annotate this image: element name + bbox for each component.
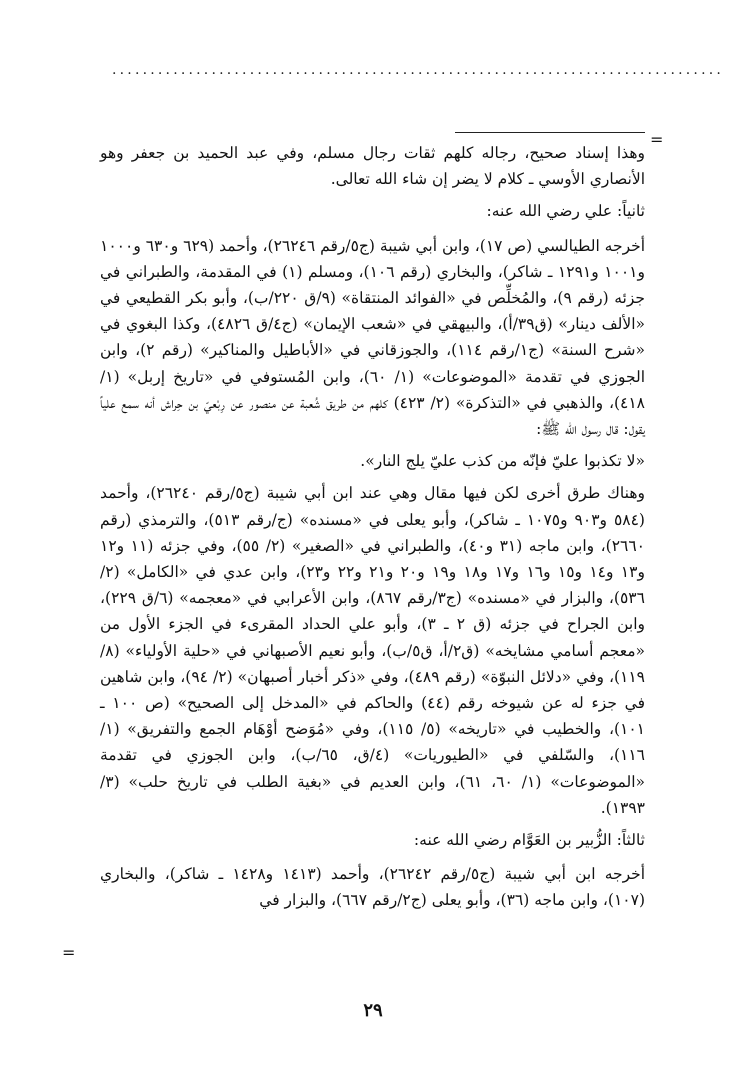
paragraph-zubayr-sources: أخرجه ابن أبي شيبة (ج٥/رقم ٢٦٢٤٢)، وأحمد (١٤١٣ و١٤٢٨ ـ شاكر)، والبخاري (١٠٧)، وابن ماجه (٣٦)، وأبو يعلى (ج٢/رقم ٦٦٧)، والبزار في bbox=[100, 865, 646, 910]
paragraph-ali-sources: أخرجه الطيالسي (ص ١٧)، وابن أبي شيبة (ج٥/رقم ٢٦٢٤٦)، وأحمد (٦٢٩ و٦٣٠ و١٠٠٠ و١٠٠١ و١٢٩١ ـ شاكر)، والبخاري (رقم ١٠٦)، ومسلم (١) في المقدمة، والطبراني في جزئه (رقم ٩)، والمُخلِّص في «الفوائد المنتقاة» (٩/ق ٢٢٠/ب)، وأبو بكر القطيعي في «الألف دينار» (ق٣٩/أ)، والبيهقي في «شعب الإيمان» (ج٤/ق ٤٨٢٦)، وكذا البغوي في «شرح السنة» (ج١/رقم ١١٤)، والجوزقاني في «الأباطيل والمناكير» (رقم ٢)، وابن الجوزي في تقدمة «الموضوعات» (١/ ٦٠)، وابن المُستوفي في «تاريخ إربل» (١/ ٤١٨)، والذهبي في «التذكرة» (٢/ ٤٢٣) كلهم من طريق شُعبة عن منصور عن رِبْعيّ بن حِراش أنه سمع علياً يقول: قال رسول الله ﷺ: bbox=[100, 236, 646, 439]
continuation-mark-bottom: = bbox=[62, 943, 76, 962]
paragraph-isnad-note: وهذا إسناد صحيح، رجاله كلهم ثقات رجال مسلم، وفي عبد الحميد بن جعفر وهو الأنصاري الأوسي ـ كلام لا يضر إن شاء الله تعالى. bbox=[100, 144, 645, 189]
paragraph-other-routes: وهناك طرق أخرى لكن فيها مقال وهي عند ابن أبي شيبة (ج٥/رقم ٢٦٢٤٠)، وأحمد (٥٨٤ و٩٠٣ و١٠٧٥ ـ شاكر)، وأبو يعلى في «مسنده» (ج/رقم ٥١٣)، والترمذي (رقم ٢٦٦٠)، وابن ماجه (٣١ و٤٠)، والطبراني في «الصغير» (٢/ ٥٥)، وفي جزئه (١١ و١٢ و١٣ و١٤ و١٥ و١٦ و١٧ و١٨ و١٩ و٢٠ و٢١ و٢٢ و٢٣)، وابن عدي في «الكامل» (٢/ ٥٣٦)، والبزار في «مسنده» (ج٣/رقم ٨٦٧)، وابن الأعرابي في «معجمه» (٦/ق ٢٢٩)، وابن الجراح في جزئه (ق ٢ ـ ٣)، وأبو علي الحداد المقرىء في الجزء الأول من «معجم أسامي مشايخه» (ق٢/أ، ق٥/ب)، وأبو نعيم الأصبهاني في «حلية الأولياء» (٨/ ١١٩)، وفي «دلائل النبوّة» (رقم ٤٨٩)، وفي «ذكر أخبار أصبهان» (٢/ ٩٤)، وابن شاهين في جزء له عن شيوخه رقم (٤٤) والحاكم في «المدخل إلى الصحيح» (ص ١٠٠ ـ ١٠١)، والخطيب في «تاريخه» (٥/ ١١٥)، وفي «مُوَضح أوْهَام الجمع والتفريق» (١/ ١١٦)، والسّلفي في «الطيوريات» (٤/ق، ٦٥/ب)، وابن الجوزي في تقدمة «الموضوعات» (١/ ٦٠، ٦١)، وابن العديم في «بغية الطلب في تاريخ حلب» (٣/ ١٣٩٣). bbox=[100, 484, 646, 817]
heading-zubayr: ثالثاً: الزُّبير بن العَوَّام رضي الله عنه: bbox=[413, 831, 645, 850]
footnote-body bbox=[100, 140, 645, 920]
footnote-rule bbox=[455, 132, 645, 133]
page-number: ٢٩ bbox=[363, 1000, 383, 1021]
hadith-quote: «لا تكذبوا عليّ فإنّه من كذب عليّ يلج النار». bbox=[360, 452, 645, 471]
heading-ali: ثانياً: علي رضي الله عنه: bbox=[486, 202, 645, 221]
dotted-separator: ................................................................................ bbox=[112, 62, 725, 78]
continuation-mark-top: = bbox=[650, 130, 664, 149]
